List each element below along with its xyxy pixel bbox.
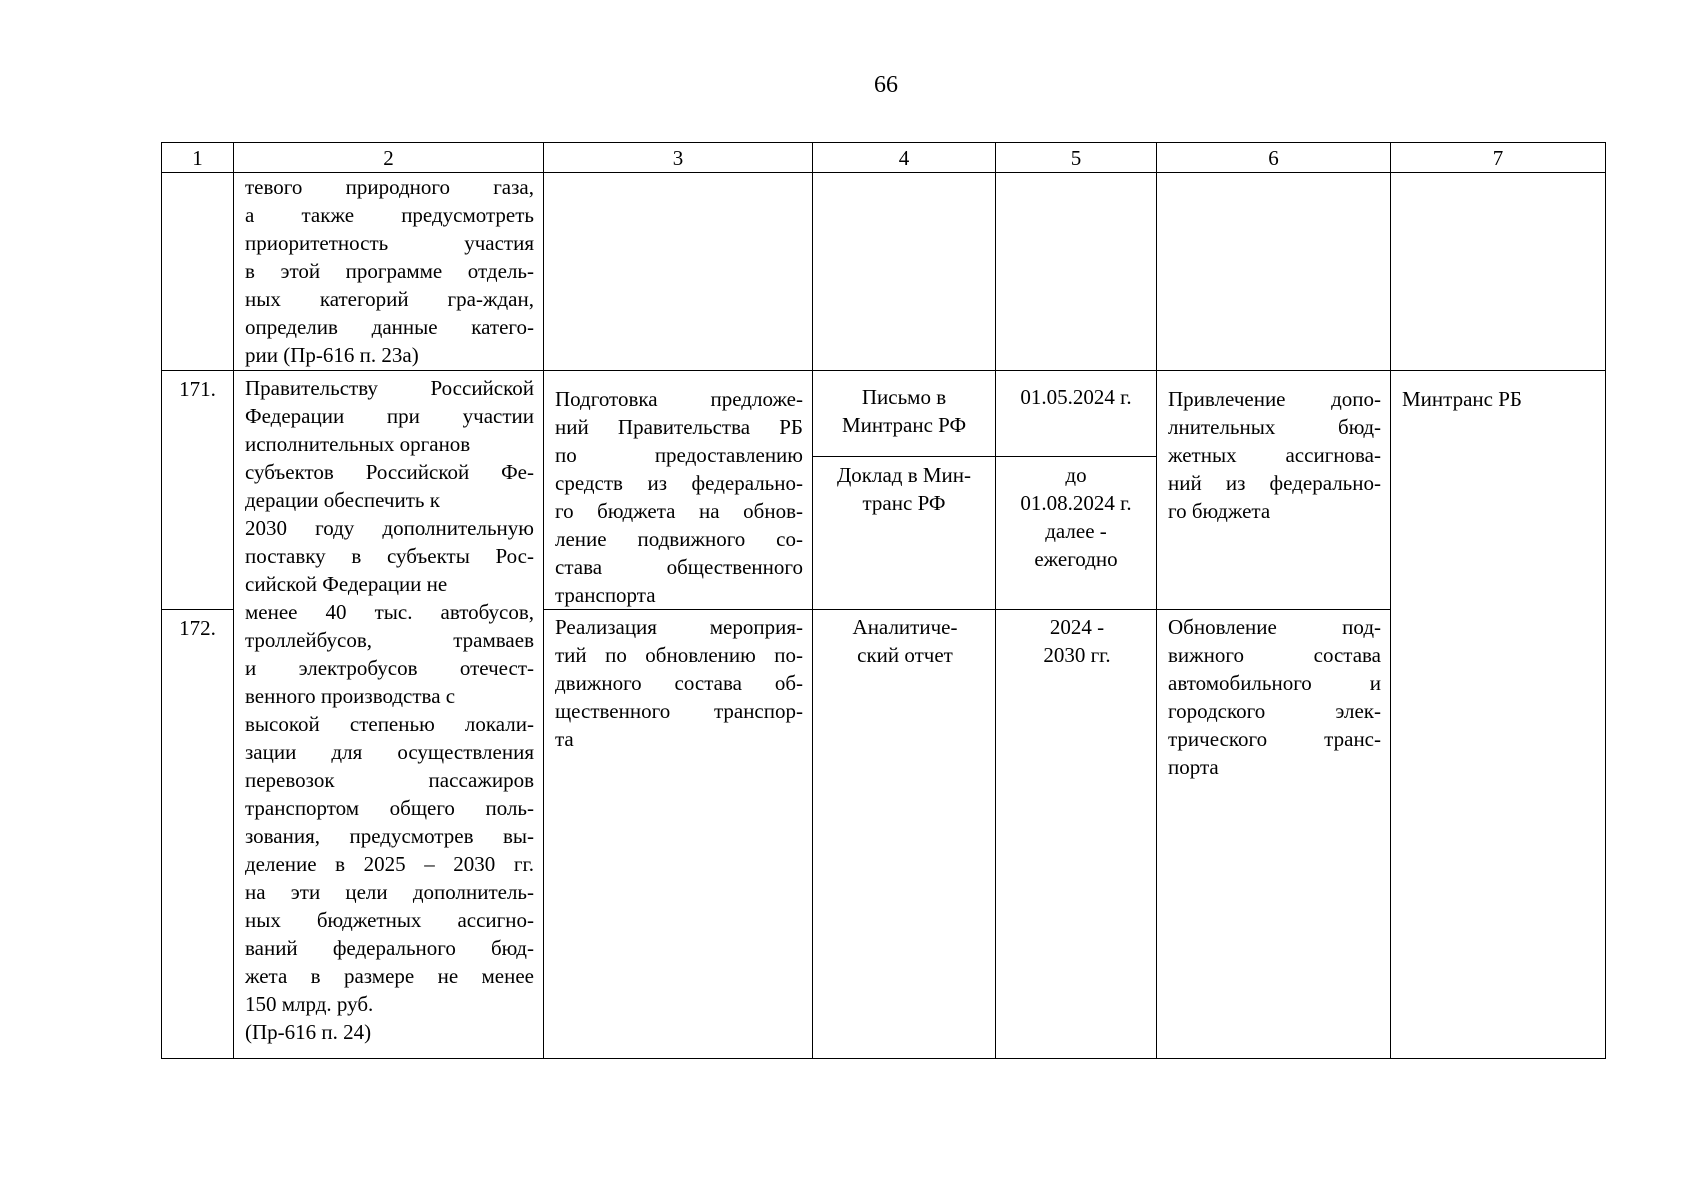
text-line: определив данные катего- <box>245 315 534 339</box>
responsible-cell: Минтранс РБ <box>1391 371 1606 1059</box>
deadline-cell <box>996 610 1157 1059</box>
measure-text-cell <box>234 173 544 371</box>
text-line: Правительству Российской <box>245 376 534 400</box>
text-line: зации для осуществления <box>245 740 534 764</box>
text-line: поставку в субъекты Рос- <box>245 544 534 568</box>
text-line: ский отчет <box>857 643 953 667</box>
header-row <box>162 143 1606 173</box>
text-line: вижного состава <box>1168 643 1381 667</box>
text-line: по предоставлению <box>555 443 803 467</box>
text-line: исполнительных органов <box>245 432 471 456</box>
text-line: далее - <box>1045 519 1107 543</box>
empty-cell <box>813 173 996 371</box>
text-line: приоритетность участия <box>245 231 534 255</box>
text-line: дерации обеспечить к <box>245 488 440 512</box>
text-line: и электробусов отечест- <box>245 656 534 680</box>
deadline-a <box>996 371 1156 457</box>
text-line: (Пр-616 п. 24) <box>245 1020 372 1044</box>
text-line: Федерации при участии <box>245 404 534 428</box>
text-line: жетных ассигнова- <box>1168 443 1381 467</box>
action-cell <box>544 610 813 1059</box>
empty-cell <box>544 173 813 371</box>
result-form-cell <box>813 610 996 1059</box>
text-line: транспортом общего поль- <box>245 796 534 820</box>
text-line: транспорта <box>555 583 656 607</box>
empty-cell <box>996 173 1157 371</box>
empty-cell <box>1391 173 1606 371</box>
text-line: на эти цели дополнитель- <box>245 880 534 904</box>
deadline-cell <box>996 371 1157 610</box>
header-cell: 3 <box>544 143 813 173</box>
text-line: рии (Пр-616 п. 23а) <box>245 343 419 367</box>
text-line: сийской Федерации не <box>245 572 448 596</box>
text-line: Обновление под- <box>1168 615 1381 639</box>
text-line: Подготовка предложе- <box>555 387 803 411</box>
text-line: деление в 2025 – 2030 гг. <box>245 852 534 876</box>
text-line: троллейбусов, трамваев <box>245 628 534 652</box>
text-line: городского элек- <box>1168 699 1381 723</box>
text-line: го бюджета на обнов- <box>555 499 803 523</box>
text-line: тевого природного газа, <box>245 175 534 199</box>
text-line: Реализация мероприя- <box>555 615 803 639</box>
text-line: 150 млрд. руб. <box>245 992 374 1016</box>
measure-text-cell <box>234 371 544 1059</box>
text-line: та <box>555 727 574 751</box>
header-cell: 2 <box>234 143 544 173</box>
text-line: ежегодно <box>1034 547 1118 571</box>
text-line: движного состава об- <box>555 671 803 695</box>
text-line: Привлечение допо- <box>1168 387 1381 411</box>
text-line: менее 40 тыс. автобусов, <box>245 600 534 624</box>
text-line: 2030 году дополнительную <box>245 516 534 540</box>
text-line: го бюджета <box>1168 499 1271 523</box>
text-line: Письмо в <box>861 385 947 409</box>
row-number-cell <box>162 173 234 371</box>
header-cell: 7 <box>1391 143 1606 173</box>
text-line: лнительных бюд- <box>1168 415 1381 439</box>
header-cell: 6 <box>1157 143 1391 173</box>
text-line: ных бюджетных ассигно- <box>245 908 534 932</box>
text-line: до <box>1065 463 1087 487</box>
expected-result-cell <box>1157 610 1391 1059</box>
expected-result-cell <box>1157 371 1391 610</box>
text-line: а также предусмотреть <box>245 203 534 227</box>
text-line: тий по обновлению по- <box>555 643 803 667</box>
text-line: ных категорий гра-ждан, <box>245 287 534 311</box>
text-line: 01.05.2024 г. <box>1020 385 1132 409</box>
text-line: высокой степенью локали- <box>245 712 534 736</box>
text-line: Доклад в Мин- <box>836 463 972 487</box>
text-line: венного производства с <box>245 684 456 708</box>
result-form-cell <box>813 371 996 610</box>
row-number: 172. <box>162 610 234 1059</box>
page-number: 66 <box>874 72 898 98</box>
text-line: Минтранс РФ <box>841 413 967 437</box>
result-form-a <box>813 371 995 457</box>
text-line: зования, предусмотрев вы- <box>245 824 534 848</box>
text-line: жета в размере не менее <box>245 964 534 988</box>
header-cell: 1 <box>162 143 234 173</box>
deadline-b <box>996 457 1156 583</box>
header-cell: 4 <box>813 143 996 173</box>
text-line: средств из федерально- <box>555 471 803 495</box>
continuation-row <box>162 173 1606 371</box>
header-cell: 5 <box>996 143 1157 173</box>
action-cell <box>544 371 813 610</box>
text-line: субъектов Российской Фе- <box>245 460 534 484</box>
empty-cell <box>1157 173 1391 371</box>
text-line: перевозок пассажиров <box>245 768 534 792</box>
text-line: ваний федерального бюд- <box>245 936 534 960</box>
text-line: трического транс- <box>1168 727 1381 751</box>
text-line: Аналитиче- <box>852 615 958 639</box>
text-line: става общественного <box>555 555 803 579</box>
table-row-171 <box>162 371 1606 610</box>
result-form-b <box>813 457 995 527</box>
text-line: автомобильного и <box>1168 671 1381 695</box>
text-line: в этой программе отдель- <box>245 259 534 283</box>
text-line: ний Правительства РБ <box>555 415 803 439</box>
text-line: 01.08.2024 г. <box>1020 491 1132 515</box>
text-line: транс РФ <box>862 491 946 515</box>
row-number: 171. <box>162 371 234 610</box>
text-line: порта <box>1168 755 1219 779</box>
text-line: 2030 гг. <box>1043 643 1111 667</box>
text-line: щественного транспор- <box>555 699 803 723</box>
text-line: ний из федерально- <box>1168 471 1381 495</box>
text-line: ление подвижного со- <box>555 527 803 551</box>
measures-table <box>161 142 1606 1059</box>
text-line: 2024 - <box>1049 615 1105 639</box>
